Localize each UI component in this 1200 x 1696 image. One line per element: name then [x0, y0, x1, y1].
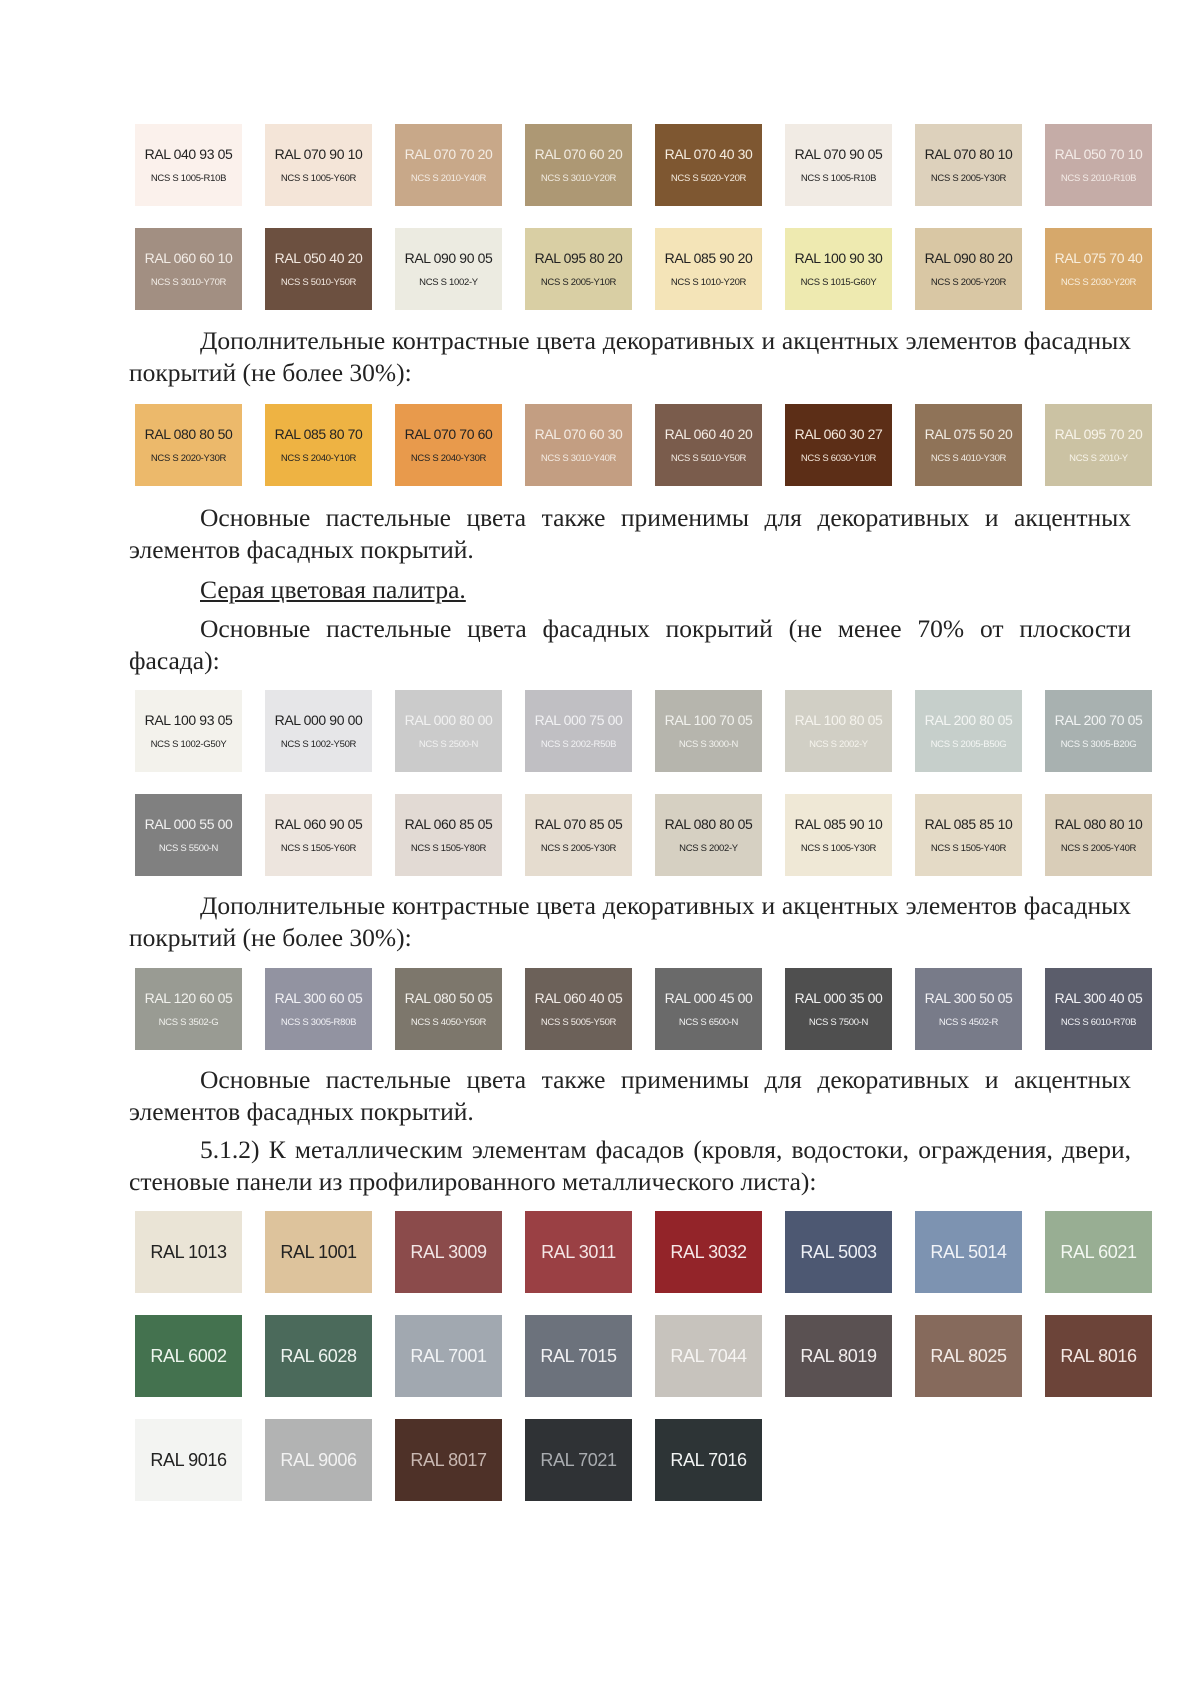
ncs-code: NCS S 1505-Y40R [930, 842, 1007, 854]
ncs-code: NCS S 3000-N [678, 738, 739, 750]
ral-code: RAL 7044 [670, 1345, 747, 1366]
color-swatch [395, 124, 502, 206]
color-swatch [265, 228, 372, 310]
ral-code: RAL 080 80 50 [144, 425, 233, 442]
ral-code: RAL 6028 [280, 1345, 357, 1366]
color-swatch [655, 690, 762, 772]
ral-code: RAL 3032 [670, 1241, 747, 1262]
ral-code: RAL 085 90 10 [794, 815, 883, 832]
paragraph-beige-accent-intro: Дополнительные контрастные цвета декоративных и акцентных элементов фасадных покрытий (не более 30%): [129, 326, 1131, 387]
ncs-code: NCS S 3010-Y70R [150, 276, 227, 288]
ncs-code: NCS S 3010-Y20R [540, 172, 617, 184]
color-swatch [135, 1211, 242, 1293]
ncs-code: NCS S 7500-N [808, 1016, 869, 1028]
ral-code: RAL 070 80 10 [924, 145, 1013, 162]
color-swatch [1045, 404, 1152, 486]
color-swatch [135, 968, 242, 1050]
ral-code: RAL 120 60 05 [144, 989, 233, 1006]
color-swatch [135, 1315, 242, 1397]
color-swatch [1045, 228, 1152, 310]
ral-code: RAL 6002 [150, 1345, 227, 1366]
ncs-code: NCS S 2010-R10B [1060, 172, 1137, 184]
ncs-code: NCS S 2010-Y [1069, 452, 1128, 464]
color-swatch [1045, 1315, 1152, 1397]
color-swatch [1045, 968, 1152, 1050]
color-swatch [785, 1315, 892, 1397]
ral-code: RAL 080 80 10 [1054, 815, 1143, 832]
color-swatch [1045, 1211, 1152, 1293]
color-swatch [525, 404, 632, 486]
ral-code: RAL 200 70 05 [1054, 711, 1143, 728]
color-swatch [135, 690, 242, 772]
ral-code: RAL 070 70 20 [404, 145, 493, 162]
paragraph-gray-accent-intro: Дополнительные контрастные цвета декоративных и акцентных элементов фасадных покрытий (не более 30%): [129, 891, 1131, 952]
ncs-code: NCS S 1010-Y20R [670, 276, 747, 288]
ral-code: RAL 070 40 30 [664, 145, 753, 162]
color-swatch [655, 404, 762, 486]
gray-main-palette [135, 690, 1150, 876]
color-swatch [915, 404, 1022, 486]
ral-code: RAL 9016 [150, 1449, 227, 1470]
ncs-code: NCS S 6010-R70B [1060, 1016, 1137, 1028]
color-swatch [915, 1211, 1022, 1293]
ral-code: RAL 8025 [930, 1345, 1007, 1366]
color-swatch [265, 1211, 372, 1293]
ral-code: RAL 050 40 20 [274, 249, 363, 266]
ncs-code: NCS S 2005-B50G [930, 738, 1007, 750]
ncs-code: NCS S 3502-G [158, 1016, 219, 1028]
color-swatch [1045, 794, 1152, 876]
color-swatch [265, 794, 372, 876]
ncs-code: NCS S 5020-Y20R [670, 172, 747, 184]
ncs-code: NCS S 2040-Y30R [410, 452, 487, 464]
color-swatch [915, 690, 1022, 772]
ral-code: RAL 300 60 05 [274, 989, 363, 1006]
ral-code: RAL 300 40 05 [1054, 989, 1143, 1006]
ral-code: RAL 5003 [800, 1241, 877, 1262]
metal-palette [135, 1211, 1150, 1501]
ncs-code: NCS S 2002-Y [679, 842, 738, 854]
ral-code: RAL 075 50 20 [924, 425, 1013, 442]
ral-code: RAL 100 90 30 [794, 249, 883, 266]
color-swatch [655, 1315, 762, 1397]
color-swatch [525, 228, 632, 310]
ral-code: RAL 1013 [150, 1241, 227, 1262]
ncs-code: NCS S 1002-G50Y [150, 738, 227, 750]
color-swatch [395, 1211, 502, 1293]
ncs-code: NCS S 4010-Y30R [930, 452, 1007, 464]
ral-code: RAL 060 40 20 [664, 425, 753, 442]
ral-code: RAL 060 60 10 [144, 249, 233, 266]
color-swatch [915, 228, 1022, 310]
ncs-code: NCS S 2005-Y30R [540, 842, 617, 854]
color-swatch [655, 794, 762, 876]
color-swatch [265, 1419, 372, 1501]
ncs-code: NCS S 5500-N [158, 842, 219, 854]
ral-code: RAL 085 85 10 [924, 815, 1013, 832]
ral-code: RAL 7016 [670, 1449, 747, 1470]
color-swatch [655, 1419, 762, 1501]
color-swatch [655, 1211, 762, 1293]
ral-code: RAL 000 35 00 [794, 989, 883, 1006]
ral-code: RAL 060 30 27 [794, 425, 883, 442]
paragraph-metal-intro: 5.1.2) К металлическим элементам фасадов (кровля, водостоки, ограждения, двери, стеновые панели из профилированного металлического листа): [129, 1135, 1131, 1196]
ncs-code: NCS S 2005-Y20R [930, 276, 1007, 288]
ncs-code: NCS S 2002-Y [809, 738, 868, 750]
ral-code: RAL 000 75 00 [534, 711, 623, 728]
ral-code: RAL 070 90 10 [274, 145, 363, 162]
ral-code: RAL 5014 [930, 1241, 1007, 1262]
ncs-code: NCS S 5005-Y50R [540, 1016, 617, 1028]
color-swatch [525, 1315, 632, 1397]
ral-code: RAL 8019 [800, 1345, 877, 1366]
color-swatch [525, 690, 632, 772]
ral-code: RAL 9006 [280, 1449, 357, 1470]
color-swatch [915, 1315, 1022, 1397]
ral-code: RAL 8017 [410, 1449, 487, 1470]
ncs-code: NCS S 4502-R [938, 1016, 999, 1028]
ncs-code: NCS S 3005-R80B [280, 1016, 357, 1028]
color-swatch [785, 228, 892, 310]
ral-code: RAL 090 90 05 [404, 249, 493, 266]
paragraph-gray-main-intro: Основные пастельные цвета фасадных покрытий (не менее 70% от плоскости фасада): [129, 614, 1131, 675]
ral-code: RAL 070 90 05 [794, 145, 883, 162]
ral-code: RAL 060 40 05 [534, 989, 623, 1006]
ncs-code: NCS S 1505-Y80R [410, 842, 487, 854]
color-swatch [265, 404, 372, 486]
ncs-code: NCS S 1015-G60Y [800, 276, 877, 288]
color-swatch [395, 404, 502, 486]
ral-code: RAL 1001 [280, 1241, 357, 1262]
color-swatch [395, 968, 502, 1050]
color-swatch [655, 228, 762, 310]
color-swatch [135, 124, 242, 206]
color-swatch [265, 690, 372, 772]
ral-code: RAL 000 45 00 [664, 989, 753, 1006]
ral-code: RAL 040 93 05 [144, 145, 233, 162]
color-swatch [1045, 690, 1152, 772]
ral-code: RAL 050 70 10 [1054, 145, 1143, 162]
color-swatch [1045, 124, 1152, 206]
color-swatch [525, 1211, 632, 1293]
ral-code: RAL 3011 [541, 1241, 616, 1262]
ral-code: RAL 075 70 40 [1054, 249, 1143, 266]
ncs-code: NCS S 1005-Y60R [280, 172, 357, 184]
paragraph-beige-note: Основные пастельные цвета также применимы для декоративных и акцентных элементов фасадных покрытий. [129, 503, 1131, 564]
color-swatch [785, 124, 892, 206]
ncs-code: NCS S 4050-Y50R [410, 1016, 487, 1028]
ncs-code: NCS S 3010-Y40R [540, 452, 617, 464]
color-swatch [265, 968, 372, 1050]
ral-code: RAL 060 90 05 [274, 815, 363, 832]
color-swatch [395, 1315, 502, 1397]
color-swatch [655, 124, 762, 206]
ral-code: RAL 070 60 20 [534, 145, 623, 162]
ral-code: RAL 095 70 20 [1054, 425, 1143, 442]
color-swatch [785, 404, 892, 486]
ncs-code: NCS S 2020-Y30R [150, 452, 227, 464]
ral-code: RAL 200 80 05 [924, 711, 1013, 728]
ncs-code: NCS S 1002-Y50R [280, 738, 357, 750]
color-swatch [785, 1211, 892, 1293]
ncs-code: NCS S 5010-Y50R [280, 276, 357, 288]
ral-code: RAL 000 55 00 [144, 815, 233, 832]
ncs-code: NCS S 1002-Y [419, 276, 478, 288]
ncs-code: NCS S 5010-Y50R [670, 452, 747, 464]
beige-main-palette [135, 124, 1150, 310]
ncs-code: NCS S 2002-R50B [540, 738, 617, 750]
color-swatch [395, 228, 502, 310]
ral-code: RAL 7001 [410, 1345, 487, 1366]
color-swatch [395, 794, 502, 876]
heading-gray-palette: Серая цветовая палитра. [200, 575, 466, 604]
ncs-code: NCS S 2005-Y30R [930, 172, 1007, 184]
beige-accent-palette [135, 404, 1150, 486]
color-swatch [135, 228, 242, 310]
color-swatch [135, 794, 242, 876]
ncs-code: NCS S 1005-Y30R [800, 842, 877, 854]
ral-code: RAL 080 80 05 [664, 815, 753, 832]
ncs-code: NCS S 2500-N [418, 738, 479, 750]
ral-code: RAL 060 85 05 [404, 815, 493, 832]
color-swatch [525, 1419, 632, 1501]
gray-accent-palette [135, 968, 1150, 1050]
color-swatch [395, 1419, 502, 1501]
ral-code: RAL 070 70 60 [404, 425, 493, 442]
ral-code: RAL 090 80 20 [924, 249, 1013, 266]
ral-code: RAL 080 50 05 [404, 989, 493, 1006]
ral-code: RAL 085 80 70 [274, 425, 363, 442]
color-swatch [135, 404, 242, 486]
ral-code: RAL 300 50 05 [924, 989, 1013, 1006]
ral-code: RAL 7015 [540, 1345, 617, 1366]
ncs-code: NCS S 1005-R10B [800, 172, 877, 184]
ncs-code: NCS S 2005-Y40R [1060, 842, 1137, 854]
ncs-code: NCS S 2040-Y10R [280, 452, 357, 464]
ncs-code: NCS S 2005-Y10R [540, 276, 617, 288]
ral-code: RAL 7021 [540, 1449, 617, 1470]
ral-code: RAL 3009 [410, 1241, 487, 1262]
color-swatch [915, 794, 1022, 876]
ral-code: RAL 8016 [1060, 1345, 1137, 1366]
ral-code: RAL 070 85 05 [534, 815, 623, 832]
ncs-code: NCS S 2010-Y40R [410, 172, 487, 184]
ral-code: RAL 070 60 30 [534, 425, 623, 442]
ncs-code: NCS S 3005-B20G [1060, 738, 1137, 750]
color-swatch [135, 1419, 242, 1501]
ncs-code: NCS S 1505-Y60R [280, 842, 357, 854]
color-swatch [525, 124, 632, 206]
color-swatch [785, 968, 892, 1050]
ral-code: RAL 085 90 20 [664, 249, 753, 266]
ral-code: RAL 100 93 05 [144, 711, 233, 728]
color-swatch [525, 968, 632, 1050]
ral-code: RAL 6021 [1060, 1241, 1137, 1262]
ral-code: RAL 095 80 20 [534, 249, 623, 266]
ral-code: RAL 000 90 00 [274, 711, 363, 728]
color-swatch [915, 968, 1022, 1050]
color-swatch [525, 794, 632, 876]
color-swatch [655, 968, 762, 1050]
color-swatch [265, 1315, 372, 1397]
color-swatch [265, 124, 372, 206]
ral-code: RAL 100 70 05 [664, 711, 753, 728]
color-swatch [395, 690, 502, 772]
ncs-code: NCS S 6030-Y10R [800, 452, 877, 464]
paragraph-gray-note: Основные пастельные цвета также применимы для декоративных и акцентных элементов фасадных покрытий. [129, 1065, 1131, 1126]
ral-code: RAL 000 80 00 [404, 711, 493, 728]
color-swatch [785, 794, 892, 876]
color-swatch [915, 124, 1022, 206]
ncs-code: NCS S 6500-N [678, 1016, 739, 1028]
ncs-code: NCS S 2030-Y20R [1060, 276, 1137, 288]
color-swatch [785, 690, 892, 772]
ral-code: RAL 100 80 05 [794, 711, 883, 728]
ncs-code: NCS S 1005-R10B [150, 172, 227, 184]
